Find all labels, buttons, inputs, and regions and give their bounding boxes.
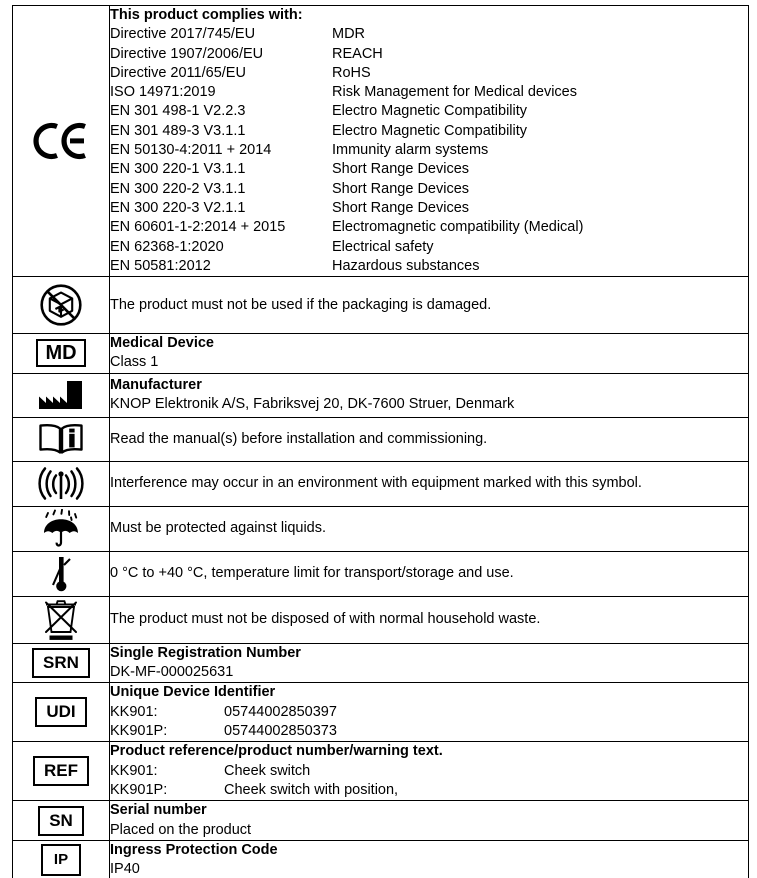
standard-description: Short Range Devices	[332, 199, 470, 216]
keep-dry-text: Must be protected against liquids.	[110, 520, 327, 537]
single-registration-number-icon: SRN	[32, 648, 90, 678]
standard-name: Directive 2017/745/EU	[110, 26, 256, 43]
standard-description: RoHS	[332, 64, 371, 81]
do-not-use-if-package-damaged-icon	[39, 283, 83, 327]
ref-entry	[110, 762, 748, 781]
standard-row	[110, 25, 748, 44]
standard-row	[110, 180, 748, 199]
temperature-limit-text: 0 °C to +40 °C, temperature limit for transport/storage and use.	[110, 565, 514, 582]
package-damaged-text: The product must not be used if the packaging is damaged.	[110, 296, 492, 313]
standard-description: Immunity alarm systems	[332, 142, 489, 159]
table-row-interference	[13, 461, 749, 506]
udi-key: KK901:	[110, 703, 158, 720]
table-row-read-manual	[13, 417, 749, 461]
ce-heading: This product complies with:	[110, 7, 303, 23]
symbol-cell-manufacturer	[13, 373, 110, 417]
text-cell-manufacturer	[110, 373, 749, 417]
standard-name: EN 301 489-3 V3.1.1	[110, 122, 246, 139]
weee-text: The product must not be disposed of with normal household waste.	[110, 611, 541, 628]
symbol-cell-ce	[13, 6, 110, 277]
text-cell-keep-dry	[110, 506, 749, 551]
standard-name: EN 60601-1-2:2014 + 2015	[110, 219, 286, 236]
symbol-cell-package-damaged	[13, 277, 110, 334]
text-cell-udi	[110, 683, 749, 742]
text-cell-weee	[110, 596, 749, 643]
ref-key: KK901:	[110, 762, 158, 779]
symbol-cell-ref	[13, 742, 110, 801]
standard-description: Risk Management for Medical devices	[332, 84, 577, 101]
symbol-cell-ip	[13, 840, 110, 878]
standard-name: EN 300 220-3 V2.1.1	[110, 199, 246, 216]
medical-device-heading: Medical Device	[110, 335, 214, 352]
text-cell-ce	[110, 6, 749, 277]
table-row-medical-device	[13, 334, 749, 374]
keep-dry-umbrella-icon	[35, 509, 87, 549]
standard-row	[110, 160, 748, 179]
standard-description: Electromagnetic compatibility (Medical)	[332, 219, 584, 236]
standard-row	[110, 238, 748, 257]
table-row-udi	[13, 683, 749, 742]
text-cell-ref	[110, 742, 749, 801]
ref-value: Cheek switch with position,	[224, 781, 399, 798]
sn-value: Placed on the product	[110, 821, 252, 838]
symbol-cell-temperature-limit	[13, 551, 110, 596]
standard-description: MDR	[332, 26, 366, 43]
interference-text: Interference may occur in an environment with equipment marked with this symbol.	[110, 475, 642, 492]
standard-name: Directive 2011/65/EU	[110, 64, 246, 81]
product-reference-icon: REF	[33, 756, 89, 786]
standard-description: Electrical safety	[332, 238, 434, 255]
table-row-package-damaged	[13, 277, 749, 334]
standard-name: Directive 1907/2006/EU	[110, 45, 264, 62]
standard-row	[110, 122, 748, 141]
standard-description: Short Range Devices	[332, 161, 470, 178]
standard-name: EN 300 220-1 V3.1.1	[110, 161, 246, 178]
ce-mark-icon	[30, 120, 92, 162]
table-row-manufacturer	[13, 373, 749, 417]
standard-description: REACH	[332, 45, 383, 62]
medical-device-class: Class 1	[110, 354, 159, 371]
standard-row	[110, 64, 748, 83]
text-cell-sn	[110, 801, 749, 841]
symbol-cell-srn	[13, 643, 110, 683]
standard-name: EN 50130-4:2011 + 2014	[110, 142, 272, 159]
standard-name: EN 300 220-2 V3.1.1	[110, 180, 246, 197]
udi-key: KK901P:	[110, 722, 168, 739]
text-cell-medical-device	[110, 334, 749, 374]
table-row-ip	[13, 840, 749, 878]
table-row-keep-dry	[13, 506, 749, 551]
consult-instructions-for-use-icon	[36, 421, 86, 457]
table-row-srn	[13, 643, 749, 683]
sn-heading: Serial number	[110, 802, 207, 819]
text-cell-interference	[110, 461, 749, 506]
standard-row	[110, 45, 748, 64]
standard-description: Short Range Devices	[332, 180, 470, 197]
symbol-cell-udi	[13, 683, 110, 742]
table-row-weee	[13, 596, 749, 643]
srn-value: DK-MF-000025631	[110, 664, 234, 681]
ref-value: Cheek switch	[224, 762, 311, 779]
symbol-cell-medical-device	[13, 334, 110, 374]
unique-device-identifier-icon: UDI	[35, 697, 86, 727]
symbol-cell-keep-dry	[13, 506, 110, 551]
weee-crossed-out-bin-icon	[38, 598, 84, 642]
symbol-table	[12, 5, 749, 878]
text-cell-srn	[110, 643, 749, 683]
udi-heading: Unique Device Identifier	[110, 684, 276, 701]
ingress-protection-icon: IP	[41, 844, 81, 876]
standard-name: EN 301 498-1 V2.2.3	[110, 103, 246, 120]
medical-device-icon: MD	[36, 339, 85, 367]
standard-name: ISO 14971:2019	[110, 84, 216, 101]
ip-heading: Ingress Protection Code	[110, 841, 278, 858]
manufacturer-address: KNOP Elektronik A/S, Fabriksvej 20, DK-7600 Struer, Denmark	[110, 396, 515, 413]
srn-heading: Single Registration Number	[110, 644, 301, 661]
udi-entry	[110, 703, 748, 722]
temperature-limit-icon	[37, 554, 85, 594]
serial-number-icon: SN	[38, 806, 84, 836]
manufacturer-factory-icon	[35, 379, 87, 411]
standard-row	[110, 83, 748, 102]
standard-name: EN 62368-1:2020	[110, 238, 224, 255]
read-manual-text: Read the manual(s) before installation and commissioning.	[110, 430, 488, 447]
symbol-cell-weee	[13, 596, 110, 643]
table-row-ref	[13, 742, 749, 801]
standard-row	[110, 257, 748, 276]
text-cell-package-damaged	[110, 277, 749, 334]
standard-row	[110, 141, 748, 160]
standard-row	[110, 218, 748, 237]
udi-entry	[110, 722, 748, 741]
symbol-cell-read-manual	[13, 417, 110, 461]
text-cell-ip	[110, 840, 749, 878]
manufacturer-heading: Manufacturer	[110, 376, 202, 393]
udi-value: 05744002850397	[224, 703, 337, 720]
ref-key: KK901P:	[110, 781, 168, 798]
standard-row	[110, 102, 748, 121]
table-row-temperature-limit	[13, 551, 749, 596]
standard-name: EN 50581:2012	[110, 257, 211, 274]
non-ionizing-radiation-icon	[36, 466, 86, 502]
text-cell-read-manual	[110, 417, 749, 461]
ip-value: IP40	[110, 861, 140, 878]
udi-value: 05744002850373	[224, 722, 337, 739]
standard-row	[110, 199, 748, 218]
standard-description: Hazardous substances	[332, 257, 480, 274]
ref-entry	[110, 781, 748, 800]
table-row-sn	[13, 801, 749, 841]
standard-description: Electro Magnetic Compatibility	[332, 103, 528, 120]
symbol-cell-sn	[13, 801, 110, 841]
symbol-cell-interference	[13, 461, 110, 506]
table-row-ce	[13, 6, 749, 277]
standard-description: Electro Magnetic Compatibility	[332, 122, 528, 139]
text-cell-temperature-limit	[110, 551, 749, 596]
ref-heading: Product reference/product number/warning text.	[110, 743, 443, 760]
